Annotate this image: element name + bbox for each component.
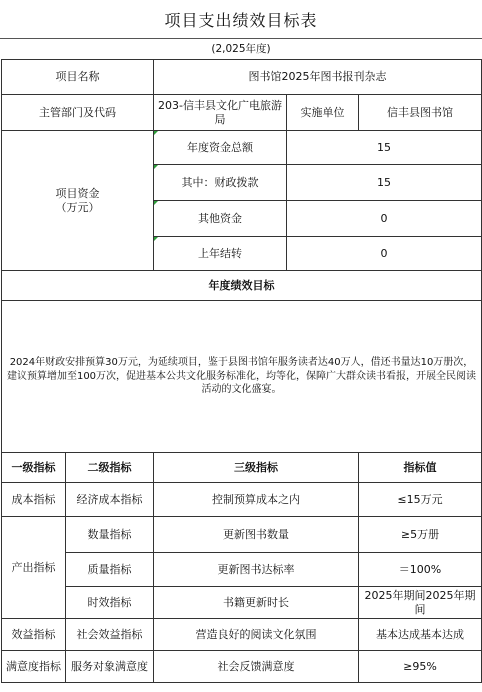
funds-row-value: 0: [287, 237, 482, 271]
form-title: 项目支出绩效目标表: [164, 10, 318, 30]
header-level3: 三级指标: [154, 453, 359, 483]
dept-label: 主管部门及代码: [2, 95, 154, 131]
level1-cost: 成本指标: [2, 483, 66, 517]
funds-row-value: 0: [287, 201, 482, 237]
header-value: 指标值: [359, 453, 482, 483]
level3-cell: 营造良好的阅读文化氛围: [154, 619, 359, 651]
level2-cell: 社会效益指标: [66, 619, 154, 651]
level1-satisfaction: 满意度指标: [2, 651, 66, 683]
header-level1: 一级指标: [2, 453, 66, 483]
level1-benefit: 效益指标: [2, 619, 66, 651]
indicator-value: 基本达成基本达成: [359, 619, 482, 651]
indicator-value: ≥95%: [359, 651, 482, 683]
performance-table: [1, 59, 482, 683]
level2-cell: 时效指标: [66, 587, 154, 619]
level3-cell: 控制预算成本之内: [154, 483, 359, 517]
level3-cell: 书籍更新时长: [154, 587, 359, 619]
form-year: (2,025年度): [211, 42, 271, 55]
header-level2: 二级指标: [66, 453, 154, 483]
level1-output: 产出指标: [2, 517, 66, 619]
indicator-value: ≥5万册: [359, 517, 482, 553]
level2-cell: 经济成本指标: [66, 483, 154, 517]
funds-row-label: 其中：财政拨款: [154, 165, 287, 201]
funds-row-label: 其他资金: [154, 201, 287, 237]
level3-cell: 更新图书达标率: [154, 553, 359, 587]
level2-cell: 质量指标: [66, 553, 154, 587]
funds-label: [2, 131, 154, 271]
level3-cell: 社会反馈满意度: [154, 651, 359, 683]
funds-row-value: 15: [287, 165, 482, 201]
funds-row-label: 年度资金总额: [154, 131, 287, 165]
indicator-value: 2025年期间2025年期间: [359, 587, 482, 619]
level2-cell: 服务对象满意度: [66, 651, 154, 683]
indicator-value: ≤15万元: [359, 483, 482, 517]
dept-value: 203-信丰县文化广电旅游局: [154, 95, 287, 131]
unit-value: 信丰县图书馆: [359, 95, 482, 131]
annual-description: 2024年财政安排预算30万元，为延续项目，鉴于县图书馆年服务读者达40万人，借还书量达10万册次，建议预算增加至100万次，促进基本公共文化服务标准化，均等化，保障广大群众读书看报，开展全民阅读活动的文化盛宴。: [2, 301, 482, 453]
funds-row-label: 上年结转: [154, 237, 287, 271]
unit-label: 实施单位: [287, 95, 359, 131]
funds-label-text: 项目资金 （万元）: [55, 186, 100, 214]
indicator-value: ＝100%: [359, 553, 482, 587]
project-name-label: 项目名称: [2, 60, 154, 95]
project-name-value: 图书馆2025年图书报刊杂志: [154, 60, 482, 95]
level2-cell: 数量指标: [66, 517, 154, 553]
annual-heading: 年度绩效目标: [2, 271, 482, 301]
funds-row-value: 15: [287, 131, 482, 165]
level3-cell: 更新图书数量: [154, 517, 359, 553]
